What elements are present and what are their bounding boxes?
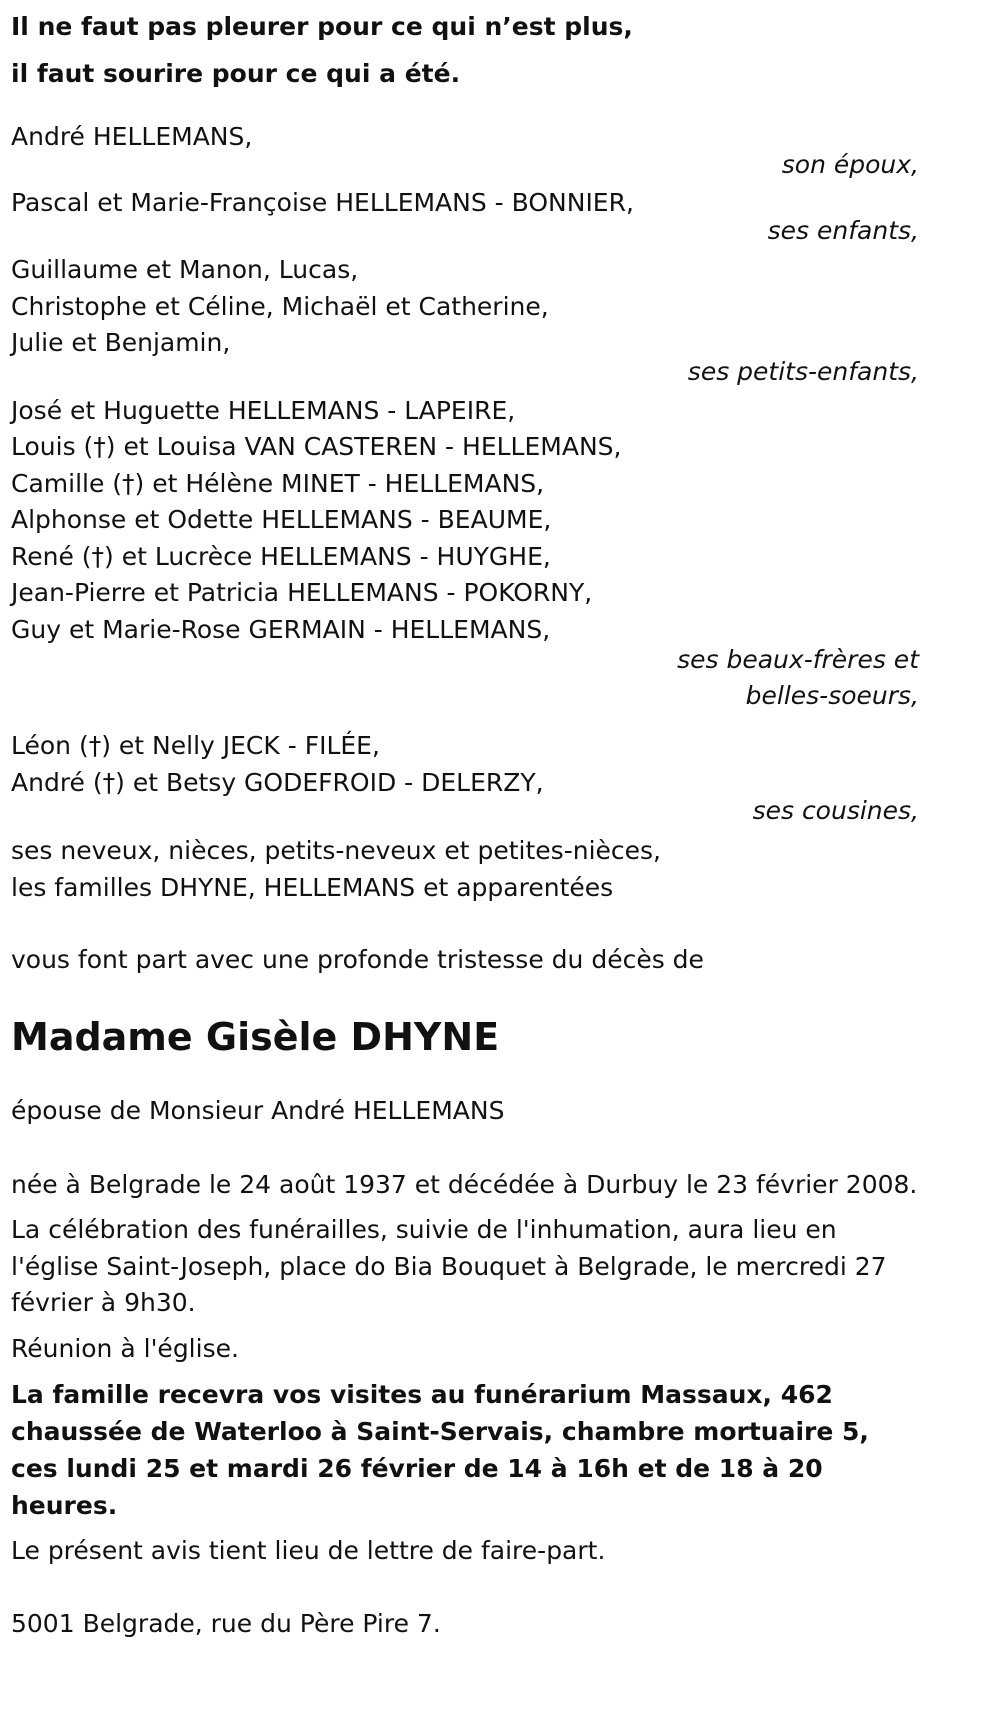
extended-family-line-1: ses neveux, nièces, petits-neveux et petites-nièces,	[11, 836, 661, 865]
epigraph-line-1: Il ne faut pas pleurer pour ce qui n’est plus,	[11, 12, 633, 41]
family-name-line: Alphonse et Odette HELLEMANS - BEAUME,	[11, 505, 552, 534]
family-name-line: André (†) et Betsy GODEFROID - DELERZY,	[11, 767, 544, 797]
epigraph	[11, 3, 931, 97]
family-role: ses beaux-frères et	[677, 645, 919, 674]
family-name-line: René (†) et Lucrèce HELLEMANS - HUYGHE,	[11, 541, 551, 571]
obituary-notice	[0, 3, 931, 1642]
family-name-line: Camille (†) et Hélène MINET - HELLEMANS,	[11, 468, 545, 498]
family-role: ses petits-enfants,	[687, 356, 919, 386]
family-name-line: André HELLEMANS,	[11, 122, 253, 151]
birth-death-line: née à Belgrade le 24 août 1937 et décédée à Durbuy le 23 février 2008.	[11, 1170, 918, 1199]
family-role: ses cousines,	[752, 796, 919, 825]
family-name-line: Pascal et Marie-Françoise HELLEMANS - BONNIER,	[11, 188, 634, 217]
extended-family	[11, 833, 931, 906]
family-role: son époux,	[781, 150, 919, 179]
family-name-line: Christophe et Céline, Michaël et Catherine,	[11, 291, 549, 321]
extended-family-line-2: les familles DHYNE, HELLEMANS et apparentées	[11, 872, 614, 902]
family-name-line: Léon (†) et Nelly JECK - FILÉE,	[11, 731, 380, 760]
announcement: vous font part avec une profonde tristesse du décès de	[11, 945, 704, 974]
address-line: 5001 Belgrade, rue du Père Pire 7.	[11, 1608, 441, 1638]
spouse-line: épouse de Monsieur André HELLEMANS	[11, 1096, 505, 1125]
deceased-name: Madame Gisèle DHYNE	[11, 1015, 500, 1059]
family-name-line: José et Huguette HELLEMANS - LAPEIRE,	[11, 395, 516, 425]
family-role: ses enfants,	[767, 216, 919, 245]
family-name-line: Guy et Marie-Rose GERMAIN - HELLEMANS,	[11, 614, 551, 644]
family-name-line: Julie et Benjamin,	[11, 328, 231, 357]
family-group-cousins	[11, 728, 931, 829]
family-name-line: Louis (†) et Louisa VAN CASTEREN - HELLEMANS,	[11, 432, 622, 461]
notice-line: Le présent avis tient lieu de lettre de faire-part.	[11, 1535, 606, 1565]
epigraph-line-2: il faut sourire pour ce qui a été.	[11, 59, 461, 88]
family-group-children	[11, 185, 931, 249]
family-name-line: Jean-Pierre et Patricia HELLEMANS - POKORNY,	[11, 578, 593, 607]
family-name-line: Guillaume et Manon, Lucas,	[11, 255, 359, 284]
family-group-grandchildren	[11, 252, 931, 390]
visits-details: La famille recevra vos visites au funérarium Massaux, 462 chaussée de Waterloo à Saint-Servais, chambre mortuaire 5, ces lundi 25 et mardi 26 février de 14 à 16h et de 18 à 20 heures.	[11, 1379, 869, 1520]
ceremony-details: La célébration des funérailles, suivie de l'inhumation, aura lieu en l'église Saint-Joseph, place do Bia Bouquet à Belgrade, le mercredi 27 février à 9h30.	[11, 1215, 887, 1317]
family-group-spouse	[11, 119, 931, 183]
gathering-line: Réunion à l'église.	[11, 1333, 239, 1363]
family-role: belles-soeurs,	[745, 681, 919, 710]
family-group-in-laws	[11, 393, 931, 715]
